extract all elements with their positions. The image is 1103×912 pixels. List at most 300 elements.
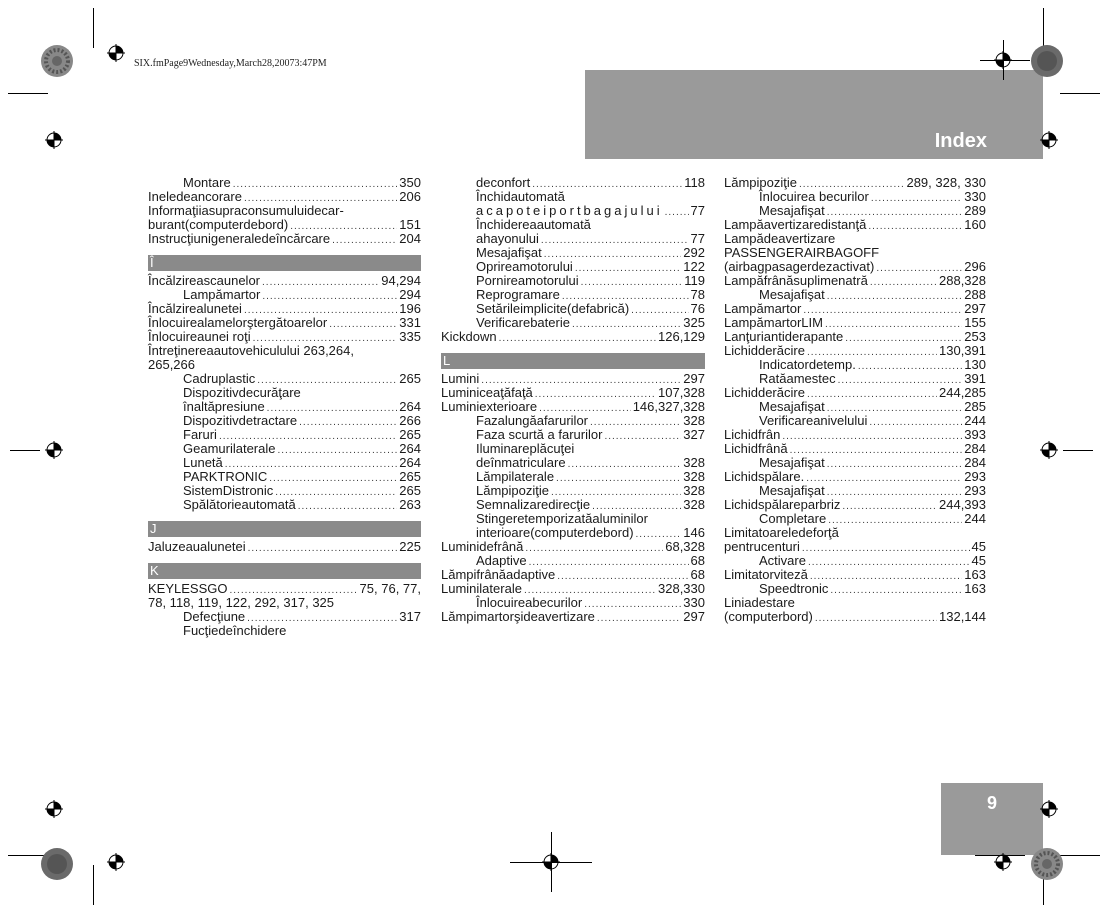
index-term: Reprogramare xyxy=(476,287,560,302)
registration-mark-icon xyxy=(45,441,63,459)
index-entry xyxy=(148,470,421,484)
index-term: deînmatriculare xyxy=(476,455,566,470)
index-entry xyxy=(148,316,421,330)
index-page-ref: 265 xyxy=(399,371,421,386)
leader-dots xyxy=(233,178,398,192)
index-page-ref: 317 xyxy=(399,609,421,624)
index-term: Încălzirealunetei xyxy=(148,301,242,316)
index-entry xyxy=(724,218,986,232)
index-page-ref: 325 xyxy=(683,315,705,330)
index-entry xyxy=(724,246,986,260)
index-term: Lampădeavertizare xyxy=(724,231,836,246)
index-page-ref: 330 xyxy=(964,189,986,204)
index-page-ref: 285 xyxy=(964,399,986,414)
index-term: Mesajafişat xyxy=(476,245,542,260)
leader-dots xyxy=(329,318,397,332)
index-page-ref: 294 xyxy=(399,287,421,302)
index-term: acapoteiportbagajului xyxy=(476,203,663,218)
leader-dots xyxy=(858,360,962,374)
index-page-ref: 328 xyxy=(683,483,705,498)
index-entry xyxy=(148,624,421,638)
index-entry xyxy=(441,386,705,400)
index-entry xyxy=(148,232,421,246)
index-entry xyxy=(441,428,705,442)
index-term: PARKTRONIC xyxy=(183,469,268,484)
leader-dots xyxy=(597,612,681,626)
index-entry xyxy=(148,442,421,456)
index-page-ref: 328 xyxy=(683,413,705,428)
index-entry xyxy=(724,302,986,316)
index-entry xyxy=(724,498,986,512)
color-rosette-icon xyxy=(40,847,74,881)
leader-dots xyxy=(807,388,937,402)
index-entry xyxy=(441,204,705,218)
index-term: Cadruplastic xyxy=(183,371,256,386)
index-page-ref: 78 xyxy=(690,287,705,302)
index-term: Geamurilaterale xyxy=(183,441,276,456)
index-entry xyxy=(724,400,986,414)
index-term: PASSENGERAIRBAGOFF xyxy=(724,245,880,260)
index-entry xyxy=(441,484,705,498)
index-entry xyxy=(724,190,986,204)
index-term: Luminiexterioare xyxy=(441,399,538,414)
leader-dots xyxy=(525,542,663,556)
index-entry xyxy=(148,456,421,470)
index-page-ref: 126,129 xyxy=(658,329,705,344)
index-term: Încălzireascaunelor xyxy=(148,273,261,288)
index-page-ref: 284 xyxy=(964,455,986,470)
registration-mark-icon xyxy=(45,800,63,818)
index-page-ref: 289, 328, 330 xyxy=(906,175,986,190)
index-term: Lămpifrânăadaptive xyxy=(441,567,556,582)
index-term: Înlocuirealamelorştergătoarelor xyxy=(148,315,328,330)
index-entry xyxy=(724,456,986,470)
index-term: Indicatordetemp. xyxy=(759,357,856,372)
index-entry xyxy=(148,344,421,358)
index-entry xyxy=(724,596,986,610)
index-term: Lanţuriantiderapante xyxy=(724,329,844,344)
index-page-ref: 77 xyxy=(690,203,705,218)
index-page-ref: 284 xyxy=(964,441,986,456)
leader-dots xyxy=(825,318,962,332)
index-term: Lămpimartorşideavertizare xyxy=(441,609,595,624)
index-entry xyxy=(441,568,705,582)
index-entry xyxy=(148,302,421,316)
index-entry xyxy=(441,596,705,610)
leader-dots xyxy=(810,570,962,584)
index-page-ref: 107,328 xyxy=(658,385,705,400)
index-entry xyxy=(441,400,705,414)
leader-dots xyxy=(584,598,681,612)
index-term: SistemDistronic xyxy=(183,483,274,498)
index-entry xyxy=(724,176,986,190)
index-page-ref: 45 xyxy=(971,553,986,568)
index-page-ref: 292 xyxy=(683,245,705,260)
index-page-ref: 327 xyxy=(683,427,705,442)
index-term: Setărileimplicite(defabrică) xyxy=(476,301,630,316)
index-page-ref: 331 xyxy=(399,315,421,330)
index-entry xyxy=(724,204,986,218)
index-entry xyxy=(148,400,421,414)
index-entry xyxy=(724,568,986,582)
page-number: 9 xyxy=(986,793,997,813)
color-rosette-icon xyxy=(40,44,74,78)
index-entry xyxy=(724,232,986,246)
index-term: Pornireamotorului xyxy=(476,273,579,288)
index-term: Defecţiune xyxy=(183,609,246,624)
index-term: Fazalungăafarurilor xyxy=(476,413,589,428)
index-page-ref: 265 xyxy=(399,427,421,442)
section-letter-bar: Î xyxy=(148,255,421,271)
index-entry xyxy=(724,274,986,288)
registration-mark-icon xyxy=(1040,441,1058,459)
index-title: Index xyxy=(934,130,987,152)
section-letter-bar: K xyxy=(148,563,421,579)
print-header: SIX.fmPage9Wednesday,March28,20073:47PM xyxy=(134,58,327,69)
leader-dots xyxy=(248,542,398,556)
leader-dots xyxy=(590,416,681,430)
leader-dots xyxy=(842,500,937,514)
index-entry xyxy=(148,190,421,204)
index-term: Lampămartor xyxy=(183,287,261,302)
index-entry xyxy=(724,582,986,596)
index-entry xyxy=(441,302,705,316)
index-page-ref: 160 xyxy=(964,217,986,232)
registration-mark-icon xyxy=(45,131,63,149)
index-term: Dispozitivdecurăţare xyxy=(183,385,301,400)
index-term: Lichidspălareparbriz xyxy=(724,497,841,512)
index-page-ref: 163 xyxy=(964,567,986,582)
index-term: Mesajafişat xyxy=(759,399,825,414)
index-entry xyxy=(441,274,705,288)
index-term: Întreţinereaautovehiculului 263,264, xyxy=(148,343,354,358)
index-page-ref: 132,144 xyxy=(939,609,986,624)
index-term: burant(computerdebord) xyxy=(148,217,289,232)
leader-dots xyxy=(815,612,937,626)
registration-mark-icon xyxy=(994,853,1012,871)
index-page-ref: 393 xyxy=(964,427,986,442)
registration-mark-icon xyxy=(107,44,125,62)
index-term: Înlocuirea becurilor xyxy=(759,189,869,204)
index-term: Mesajafişat xyxy=(759,455,825,470)
index-column-1 xyxy=(148,176,421,638)
leader-dots xyxy=(541,234,689,248)
index-page-ref: 45 xyxy=(971,539,986,554)
index-term: Lichidderăcire xyxy=(724,385,805,400)
leader-dots xyxy=(806,472,962,486)
index-term: Faza scurtă a farurilor xyxy=(476,427,603,442)
index-page-ref: 76 xyxy=(690,301,705,316)
index-page-ref: 244,393 xyxy=(939,497,986,512)
index-entry xyxy=(148,428,421,442)
index-page-ref: 244,285 xyxy=(939,385,986,400)
index-entry xyxy=(724,316,986,330)
index-entry xyxy=(724,372,986,386)
index-term: Lumini xyxy=(441,371,480,386)
index-column-3 xyxy=(724,176,986,624)
index-entry xyxy=(441,610,705,624)
index-page-ref: 264 xyxy=(399,441,421,456)
index-entry xyxy=(724,554,986,568)
index-term: Lampămartor xyxy=(724,301,802,316)
index-entry xyxy=(148,582,421,596)
index-term: Spălătorieautomată xyxy=(183,497,296,512)
index-entry xyxy=(724,442,986,456)
index-page-ref: 289 xyxy=(964,203,986,218)
index-page-ref: 94,294 xyxy=(381,273,421,288)
index-term: Lămpilaterale xyxy=(476,469,555,484)
index-page-ref: 225 xyxy=(399,539,421,554)
index-term: Lămpipoziţie xyxy=(724,175,797,190)
index-page-ref: 391 xyxy=(964,371,986,386)
leader-dots xyxy=(581,276,683,290)
index-page-ref: 151 xyxy=(399,217,421,232)
index-entry xyxy=(441,372,705,386)
index-entry xyxy=(441,456,705,470)
index-entry xyxy=(148,358,421,372)
leader-dots xyxy=(278,444,398,458)
index-entry xyxy=(441,498,705,512)
index-entry xyxy=(441,582,705,596)
index-page-ref: 263 xyxy=(399,497,421,512)
leader-dots xyxy=(262,276,379,290)
index-entry xyxy=(441,218,705,232)
index-term: Verificarebaterie xyxy=(476,315,570,330)
index-entry xyxy=(724,540,986,554)
section-letter-bar: J xyxy=(148,521,421,537)
index-term: Luminilaterale xyxy=(441,581,522,596)
leader-dots xyxy=(298,500,398,514)
index-term: Lichidderăcire xyxy=(724,343,805,358)
index-page-ref: 266 xyxy=(399,413,421,428)
index-entry xyxy=(148,386,421,400)
index-page-ref: 68,328 xyxy=(665,539,705,554)
index-entry xyxy=(441,442,705,456)
index-term: Lichidspălare. xyxy=(724,469,805,484)
leader-dots xyxy=(575,262,681,276)
index-entry xyxy=(724,386,986,400)
index-term: ahayonului xyxy=(476,231,539,246)
index-page-ref: 265 xyxy=(399,469,421,484)
index-term: Completare xyxy=(759,511,827,526)
index-term: Iluminareplăcuţei xyxy=(476,441,575,456)
index-entry xyxy=(148,204,421,218)
index-entry xyxy=(148,330,421,344)
leader-dots xyxy=(870,276,937,290)
index-term: LampămartorLIM xyxy=(724,315,823,330)
index-term: pentrucenturi xyxy=(724,539,800,554)
index-term: înaltăpresiune xyxy=(183,399,265,414)
index-page-ref: 293 xyxy=(964,469,986,484)
index-page-ref: 297 xyxy=(683,371,705,386)
index-page-ref: 297 xyxy=(683,609,705,624)
leader-dots xyxy=(262,290,397,304)
index-page-ref: 264 xyxy=(399,455,421,470)
index-term: Semnalizaredirecţie xyxy=(476,497,591,512)
leader-dots xyxy=(499,332,656,346)
index-term: Dispozitivdetractare xyxy=(183,413,298,428)
color-rosette-icon xyxy=(1030,44,1064,78)
index-term: Mesajafişat xyxy=(759,203,825,218)
index-page-ref: 328 xyxy=(683,497,705,512)
index-page-ref: 264 xyxy=(399,399,421,414)
index-term: Luminiceaţăfaţă xyxy=(441,385,533,400)
index-entry xyxy=(724,428,986,442)
index-column-2 xyxy=(441,176,705,624)
index-page-ref: 288 xyxy=(964,287,986,302)
index-page-ref: 244 xyxy=(964,511,986,526)
index-page-ref: 130 xyxy=(964,357,986,372)
index-page-ref: 253 xyxy=(964,329,986,344)
registration-mark-icon xyxy=(1040,800,1058,818)
index-entry xyxy=(441,288,705,302)
leader-dots xyxy=(869,416,962,430)
index-entry xyxy=(724,610,986,624)
index-entry xyxy=(441,176,705,190)
index-term: Lampăfrânăsuplimenatră xyxy=(724,273,868,288)
index-term: Lunetă xyxy=(183,455,223,470)
section-letter-bar: L xyxy=(441,353,705,369)
index-page-ref: 122 xyxy=(683,259,705,274)
index-entry xyxy=(441,330,705,344)
index-term: Limitatorviteză xyxy=(724,567,808,582)
index-page-ref: 75, 76, 77, xyxy=(359,581,421,596)
leader-dots xyxy=(782,430,962,444)
index-page-ref: 293 xyxy=(964,483,986,498)
index-term: Ineledeancorare xyxy=(148,189,242,204)
index-term: Mesajafişat xyxy=(759,287,825,302)
index-entry xyxy=(724,260,986,274)
index-term: (computerbord) xyxy=(724,609,813,624)
index-page-ref: 163 xyxy=(964,581,986,596)
leader-dots xyxy=(827,458,963,472)
index-page-ref: 330 xyxy=(683,595,705,610)
index-term: Limitatoareledeforţă xyxy=(724,525,839,540)
index-page-ref: 146,327,328 xyxy=(632,399,705,414)
leader-dots xyxy=(299,416,397,430)
index-tab xyxy=(585,70,1043,159)
index-entry xyxy=(441,512,705,526)
leader-dots xyxy=(871,192,962,206)
index-entry xyxy=(724,414,986,428)
index-entry xyxy=(441,554,705,568)
index-page-ref: 328 xyxy=(683,469,705,484)
index-page-ref: 204 xyxy=(399,231,421,246)
index-entry xyxy=(148,288,421,302)
index-term: Lampăavertizaredistanţă xyxy=(724,217,867,232)
index-term: Faruri xyxy=(183,427,217,442)
index-entry xyxy=(148,610,421,624)
leader-dots xyxy=(568,458,682,472)
index-page-ref: 68 xyxy=(690,567,705,582)
index-entry xyxy=(148,176,421,190)
index-term: Instrucţiunigeneraledeîncărcare xyxy=(148,231,331,246)
index-term: Kickdown xyxy=(441,329,497,344)
index-entry xyxy=(724,470,986,484)
index-entry xyxy=(148,540,421,554)
index-term: Fucţiedeînchidere xyxy=(183,623,287,638)
index-page-ref: 146 xyxy=(683,525,705,540)
index-entry xyxy=(724,288,986,302)
index-entry xyxy=(148,274,421,288)
index-term: Închidautomată xyxy=(476,189,565,204)
index-entry xyxy=(724,330,986,344)
index-page-ref: 350 xyxy=(399,175,421,190)
index-page-ref: 118 xyxy=(684,175,705,190)
index-term: Închidereaautomată xyxy=(476,217,591,232)
leader-dots xyxy=(332,234,397,248)
registration-mark-icon xyxy=(107,853,125,871)
index-entry xyxy=(441,232,705,246)
index-entry xyxy=(441,246,705,260)
leader-dots xyxy=(631,304,688,318)
index-page-ref: 265 xyxy=(399,483,421,498)
index-term: Adaptive xyxy=(476,553,527,568)
index-entry xyxy=(724,526,986,540)
index-term: 265,266 xyxy=(148,357,195,372)
index-entry xyxy=(441,316,705,330)
index-term: 78, 118, 119, 122, 292, 317, 325 xyxy=(148,595,335,610)
index-entry xyxy=(148,218,421,232)
index-term: Liniadestare xyxy=(724,595,795,610)
index-term: Montare xyxy=(183,175,231,190)
index-term: Activare xyxy=(759,553,806,568)
index-page-ref: 288,328 xyxy=(939,273,986,288)
index-term: KEYLESSGO xyxy=(148,581,228,596)
index-entry xyxy=(724,484,986,498)
registration-mark-icon xyxy=(1040,131,1058,149)
index-entry xyxy=(441,414,705,428)
index-page-ref: 130,391 xyxy=(939,343,986,358)
leader-dots xyxy=(802,542,970,556)
index-entry xyxy=(441,470,705,484)
index-term: Lichidfrân xyxy=(724,427,781,442)
index-entry xyxy=(148,596,421,610)
index-entry xyxy=(724,358,986,372)
index-term: Jaluzeaualunetei xyxy=(148,539,246,554)
index-page-ref: 335 xyxy=(399,329,421,344)
index-term: Lămpipoziţie xyxy=(476,483,549,498)
leader-dots xyxy=(556,472,681,486)
color-rosette-icon xyxy=(1030,847,1064,881)
index-entry xyxy=(148,414,421,428)
index-entry xyxy=(441,526,705,540)
index-page-ref: 328 xyxy=(683,455,705,470)
index-entry xyxy=(441,540,705,554)
index-page-ref: 196 xyxy=(399,301,421,316)
leader-dots xyxy=(808,556,970,570)
index-page-ref: 68 xyxy=(690,553,705,568)
index-entry xyxy=(441,260,705,274)
index-page-ref: 296 xyxy=(964,259,986,274)
index-term: Ratăamestec xyxy=(759,371,836,386)
index-page-ref: 77 xyxy=(690,231,705,246)
index-term: Speedtronic xyxy=(759,581,829,596)
index-page-ref: 206 xyxy=(399,189,421,204)
index-page-ref: 297 xyxy=(964,301,986,316)
index-term: Înlocuireaunei roţi xyxy=(148,329,251,344)
page-number-block xyxy=(941,783,1043,855)
index-term: Verificareanivelului xyxy=(759,413,868,428)
index-entry xyxy=(148,372,421,386)
index-term: Oprireamotorului xyxy=(476,259,573,274)
index-page-ref: 155 xyxy=(964,315,986,330)
leader-dots xyxy=(269,472,397,486)
leader-dots xyxy=(803,304,962,318)
index-page-ref: 244 xyxy=(964,413,986,428)
leader-dots xyxy=(827,290,963,304)
index-term: deconfort xyxy=(476,175,531,190)
